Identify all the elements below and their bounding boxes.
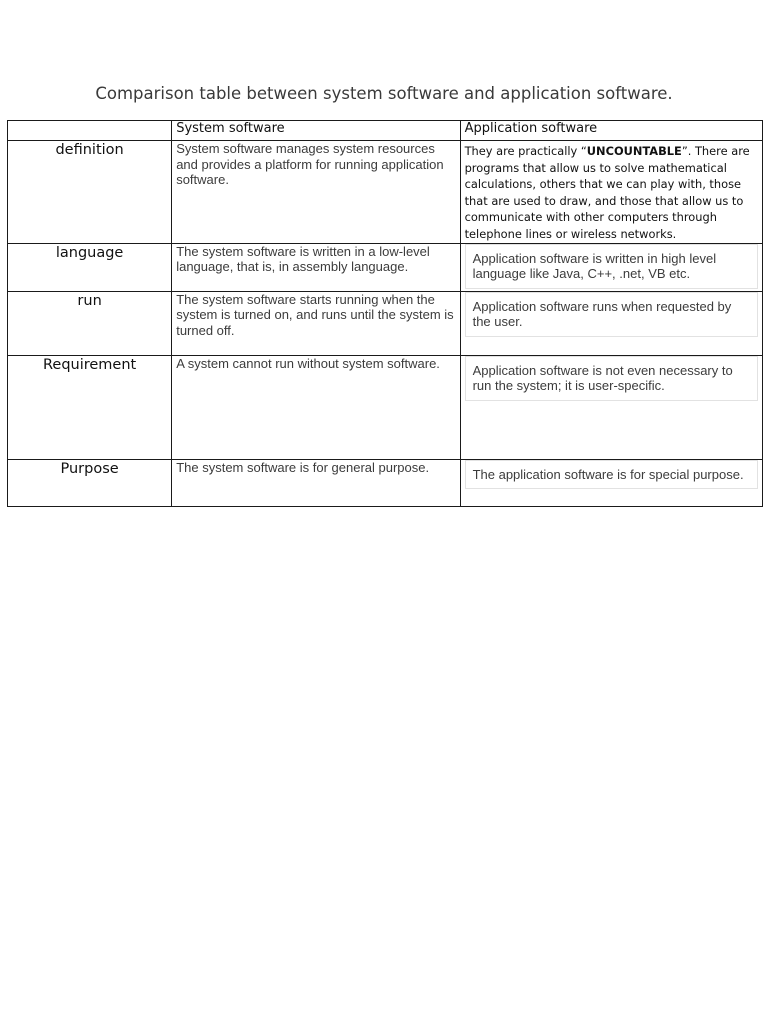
application-cell <box>460 243 762 291</box>
system-cell <box>172 141 460 244</box>
row-label: Purpose <box>60 460 119 477</box>
table-header-row <box>8 121 763 141</box>
application-cell <box>460 291 762 355</box>
application-cell <box>460 355 762 459</box>
row-label: Requirement <box>42 356 137 373</box>
table-row-definition <box>8 141 763 244</box>
row-label: run <box>77 292 102 309</box>
row-label-cell <box>8 459 172 506</box>
system-text: System software manages system resources and provides a platform for running application software. <box>176 141 444 187</box>
row-label-cell <box>8 141 172 244</box>
system-text: A system cannot run without system software. <box>176 355 440 371</box>
table-row-requirement <box>8 355 763 459</box>
table-row-language <box>8 243 763 291</box>
system-cell <box>172 243 460 291</box>
page-title: Comparison table between system software and application software. <box>95 84 673 103</box>
comparison-table <box>7 120 763 507</box>
row-label-cell <box>8 355 172 459</box>
header-application-software: Application software <box>464 121 598 136</box>
table-row-purpose <box>8 459 763 506</box>
header-cell-system <box>172 121 460 141</box>
row-label-cell <box>8 291 172 355</box>
header-system-software: System software <box>176 121 285 136</box>
application-definition-text: They are practically “UNCOUNTABLE”. There are programs that allow us to solve mathematical calculations, others that we can play with, those that are used to draw, and those that allow us to communicate with other computers through telephone lines or wireless networks. <box>464 144 750 241</box>
uncountable-emphasis: UNCOUNTABLE <box>586 144 682 158</box>
system-cell <box>172 459 460 506</box>
header-cell-application <box>460 121 762 141</box>
system-text: The system software is written in a low-level language, that is, in assembly language. <box>176 243 430 275</box>
row-label: definition <box>55 142 124 158</box>
application-text-box: Application software runs when requested by the user. <box>465 292 758 337</box>
application-cell <box>460 141 762 244</box>
system-cell <box>172 355 460 459</box>
header-cell-empty <box>8 121 172 141</box>
system-text: The system software is for general purpose. <box>176 459 430 475</box>
row-label: language <box>55 244 124 261</box>
table-row-run <box>8 291 763 355</box>
system-cell <box>172 291 460 355</box>
system-text: The system software starts running when the system is turned on, and runs until the system is turned off. <box>176 291 454 338</box>
application-text-box: Application software is written in high level language like Java, C++, .net, VB etc. <box>465 244 758 289</box>
application-text-box: Application software is not even necessary to run the system; it is user-specific. <box>465 356 758 401</box>
application-text-box: The application software is for special purpose. <box>465 460 758 490</box>
row-label-cell <box>8 243 172 291</box>
application-cell <box>460 459 762 506</box>
